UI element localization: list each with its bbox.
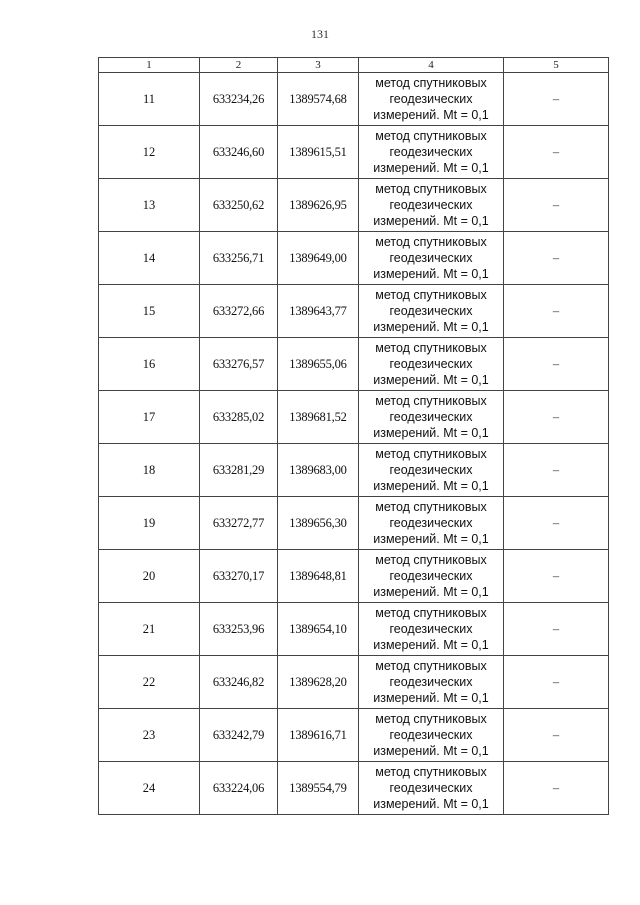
method-line-1: метод спутниковых [375, 500, 487, 514]
method-line-2: геодезических [389, 622, 473, 636]
header-col-1: 1 [99, 58, 200, 73]
method-line-1: метод спутниковых [375, 129, 487, 143]
method-description [359, 497, 504, 550]
note-cell: – [504, 603, 609, 656]
method-line-2: геодезических [389, 569, 473, 583]
header-col-4: 4 [359, 58, 504, 73]
method-line-3: измерений. Mt = 0,1 [373, 108, 489, 122]
method-description [359, 338, 504, 391]
coordinate-x: 633276,57 [200, 338, 278, 391]
table-row [99, 709, 609, 762]
table-row [99, 179, 609, 232]
method-description [359, 285, 504, 338]
coordinate-x: 633256,71 [200, 232, 278, 285]
coordinate-x: 633246,60 [200, 126, 278, 179]
coordinate-y: 1389654,10 [278, 603, 359, 656]
coordinate-y: 1389683,00 [278, 444, 359, 497]
coordinate-y: 1389616,71 [278, 709, 359, 762]
table-row [99, 391, 609, 444]
table-row [99, 232, 609, 285]
coordinate-y: 1389655,06 [278, 338, 359, 391]
method-line-1: метод спутниковых [375, 659, 487, 673]
header-col-5: 5 [504, 58, 609, 73]
method-description [359, 550, 504, 603]
method-line-1: метод спутниковых [375, 765, 487, 779]
coordinate-x: 633272,77 [200, 497, 278, 550]
note-cell: – [504, 232, 609, 285]
method-line-1: метод спутниковых [375, 553, 487, 567]
note-cell: – [504, 179, 609, 232]
coordinate-y: 1389649,00 [278, 232, 359, 285]
method-description [359, 603, 504, 656]
note-cell: – [504, 391, 609, 444]
table-row [99, 285, 609, 338]
coordinate-y: 1389643,77 [278, 285, 359, 338]
coordinate-y: 1389681,52 [278, 391, 359, 444]
coordinate-y: 1389656,30 [278, 497, 359, 550]
note-cell: – [504, 550, 609, 603]
point-number: 23 [99, 709, 200, 762]
note-cell: – [504, 656, 609, 709]
method-line-2: геодезических [389, 463, 473, 477]
method-line-3: измерений. Mt = 0,1 [373, 691, 489, 705]
method-line-1: метод спутниковых [375, 182, 487, 196]
note-cell: – [504, 444, 609, 497]
coordinate-y: 1389628,20 [278, 656, 359, 709]
method-line-3: измерений. Mt = 0,1 [373, 267, 489, 281]
point-number: 21 [99, 603, 200, 656]
method-line-2: геодезических [389, 304, 473, 318]
point-number: 18 [99, 444, 200, 497]
coordinate-x: 633234,26 [200, 73, 278, 126]
coordinates-table [98, 57, 609, 815]
table-row [99, 603, 609, 656]
method-line-3: измерений. Mt = 0,1 [373, 373, 489, 387]
method-line-3: измерений. Mt = 0,1 [373, 320, 489, 334]
method-line-1: метод спутниковых [375, 447, 487, 461]
coordinate-x: 633250,62 [200, 179, 278, 232]
table-row [99, 444, 609, 497]
note-cell: – [504, 73, 609, 126]
method-description [359, 391, 504, 444]
method-line-3: измерений. Mt = 0,1 [373, 585, 489, 599]
page-number: 131 [311, 27, 329, 41]
method-line-3: измерений. Mt = 0,1 [373, 479, 489, 493]
method-description [359, 126, 504, 179]
method-line-2: геодезических [389, 781, 473, 795]
note-cell: – [504, 285, 609, 338]
method-description [359, 709, 504, 762]
method-line-1: метод спутниковых [375, 288, 487, 302]
method-line-2: геодезических [389, 145, 473, 159]
note-cell: – [504, 126, 609, 179]
table-row [99, 656, 609, 709]
table-row [99, 338, 609, 391]
method-description [359, 444, 504, 497]
point-number: 16 [99, 338, 200, 391]
point-number: 13 [99, 179, 200, 232]
method-line-3: измерений. Mt = 0,1 [373, 744, 489, 758]
coordinate-x: 633285,02 [200, 391, 278, 444]
header-col-2: 2 [200, 58, 278, 73]
point-number: 12 [99, 126, 200, 179]
table-row [99, 73, 609, 126]
header-col-3: 3 [278, 58, 359, 73]
method-line-2: геодезических [389, 357, 473, 371]
table-header-row [99, 58, 609, 73]
method-line-1: метод спутниковых [375, 76, 487, 90]
point-number: 22 [99, 656, 200, 709]
coordinate-y: 1389574,68 [278, 73, 359, 126]
coordinate-x: 633281,29 [200, 444, 278, 497]
point-number: 11 [99, 73, 200, 126]
method-line-3: измерений. Mt = 0,1 [373, 797, 489, 811]
coordinate-x: 633242,79 [200, 709, 278, 762]
method-description [359, 762, 504, 815]
method-description [359, 73, 504, 126]
coordinate-x: 633253,96 [200, 603, 278, 656]
point-number: 24 [99, 762, 200, 815]
method-line-3: измерений. Mt = 0,1 [373, 214, 489, 228]
coordinate-y: 1389626,95 [278, 179, 359, 232]
method-line-2: геодезических [389, 251, 473, 265]
method-line-1: метод спутниковых [375, 235, 487, 249]
method-line-3: измерений. Mt = 0,1 [373, 638, 489, 652]
method-description [359, 656, 504, 709]
method-line-1: метод спутниковых [375, 712, 487, 726]
point-number: 17 [99, 391, 200, 444]
method-line-2: геодезических [389, 410, 473, 424]
coordinate-x: 633246,82 [200, 656, 278, 709]
coordinate-y: 1389615,51 [278, 126, 359, 179]
method-line-1: метод спутниковых [375, 341, 487, 355]
table-row [99, 497, 609, 550]
method-line-2: геодезических [389, 675, 473, 689]
note-cell: – [504, 762, 609, 815]
coordinate-y: 1389554,79 [278, 762, 359, 815]
coordinate-y: 1389648,81 [278, 550, 359, 603]
table-row [99, 762, 609, 815]
method-line-3: измерений. Mt = 0,1 [373, 532, 489, 546]
note-cell: – [504, 497, 609, 550]
coordinate-x: 633224,06 [200, 762, 278, 815]
method-line-2: геодезических [389, 516, 473, 530]
method-description [359, 179, 504, 232]
method-line-2: геодезических [389, 198, 473, 212]
note-cell: – [504, 709, 609, 762]
note-cell: – [504, 338, 609, 391]
table-row [99, 126, 609, 179]
method-description [359, 232, 504, 285]
table-row [99, 550, 609, 603]
method-line-3: измерений. Mt = 0,1 [373, 161, 489, 175]
method-line-1: метод спутниковых [375, 394, 487, 408]
coordinate-x: 633270,17 [200, 550, 278, 603]
point-number: 19 [99, 497, 200, 550]
point-number: 20 [99, 550, 200, 603]
method-line-2: геодезических [389, 92, 473, 106]
coordinate-x: 633272,66 [200, 285, 278, 338]
method-line-1: метод спутниковых [375, 606, 487, 620]
point-number: 15 [99, 285, 200, 338]
method-line-3: измерений. Mt = 0,1 [373, 426, 489, 440]
point-number: 14 [99, 232, 200, 285]
method-line-2: геодезических [389, 728, 473, 742]
